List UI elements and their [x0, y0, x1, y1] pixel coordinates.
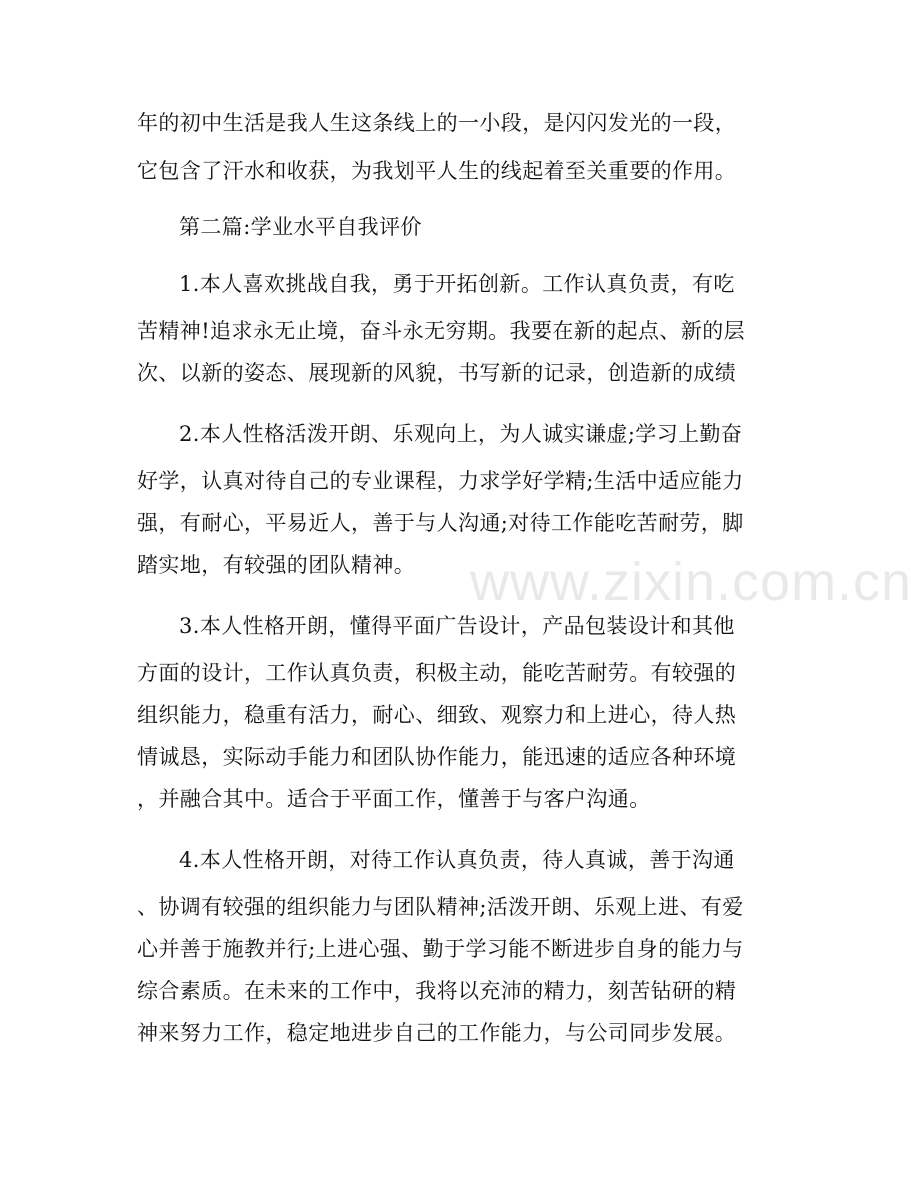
text-line: 2.本人性格活泼开朗、乐观向上，为人诚实谦虚;学习上勤奋 — [179, 422, 743, 446]
section-heading: 第二篇:学业水平自我评价 — [179, 215, 422, 239]
text-line: ，并融合其中。适合于平面工作，懂善于与客户沟通。 — [137, 787, 651, 811]
text-line: 年的初中生活是我人生这条线上的一小段，是闪闪发光的一段， — [137, 111, 737, 135]
text-line: 3.本人性格开朗，懂得平面广告设计，产品包装设计和其他 — [179, 614, 735, 638]
text-line: 强，有耐心，平易近人，善于与人沟通;对待工作能吃苦耐劳，脚 — [137, 511, 744, 535]
text-line: 它包含了汗水和收获，为我划平人生的线起着至关重要的作用。 — [137, 159, 737, 183]
text-line: 苦精神!追求永无止境，奋斗永无穷期。我要在新的起点、新的层 — [137, 319, 746, 343]
text-line: 次、以新的姿态、展现新的风貌，书写新的记录，创造新的成绩 — [137, 361, 737, 385]
text-line: 组织能力，稳重有活力，耐心、细致、观察力和上进心，待人热 — [137, 703, 737, 727]
text-line: 好学，认真对待自己的专业课程，力求学好学精;生活中适应能力 — [137, 469, 744, 493]
text-line: 、协调有较强的组织能力与团队精神;活泼开朗、乐观上进、有爱 — [137, 895, 744, 919]
text-line: 方面的设计，工作认真负责，积极主动，能吃苦耐劳。有较强的 — [137, 661, 737, 685]
text-line: 4.本人性格开朗，对待工作认真负责，待人真诚，善于沟通 — [179, 848, 735, 872]
text-line: 1.本人喜欢挑战自我，勇于开拓创新。工作认真负责，有吃 — [179, 272, 735, 296]
text-line: 神来努力工作，稳定地进步自己的工作能力，与公司同步发展。 — [137, 1021, 737, 1045]
text-line: 踏实地，有较强的团队精神。 — [137, 553, 416, 577]
text-line: 综合素质。在未来的工作中，我将以充沛的精力，刻苦钻研的精 — [137, 979, 737, 1003]
text-line: 心并善于施教并行;上进心强、勤于学习能不断进步自身的能力与 — [137, 937, 744, 961]
watermark: www.zixin.com.cn — [470, 552, 913, 612]
text-line: 情诚恳，实际动手能力和团队协作能力，能迅速的适应各种环境 — [137, 745, 737, 769]
